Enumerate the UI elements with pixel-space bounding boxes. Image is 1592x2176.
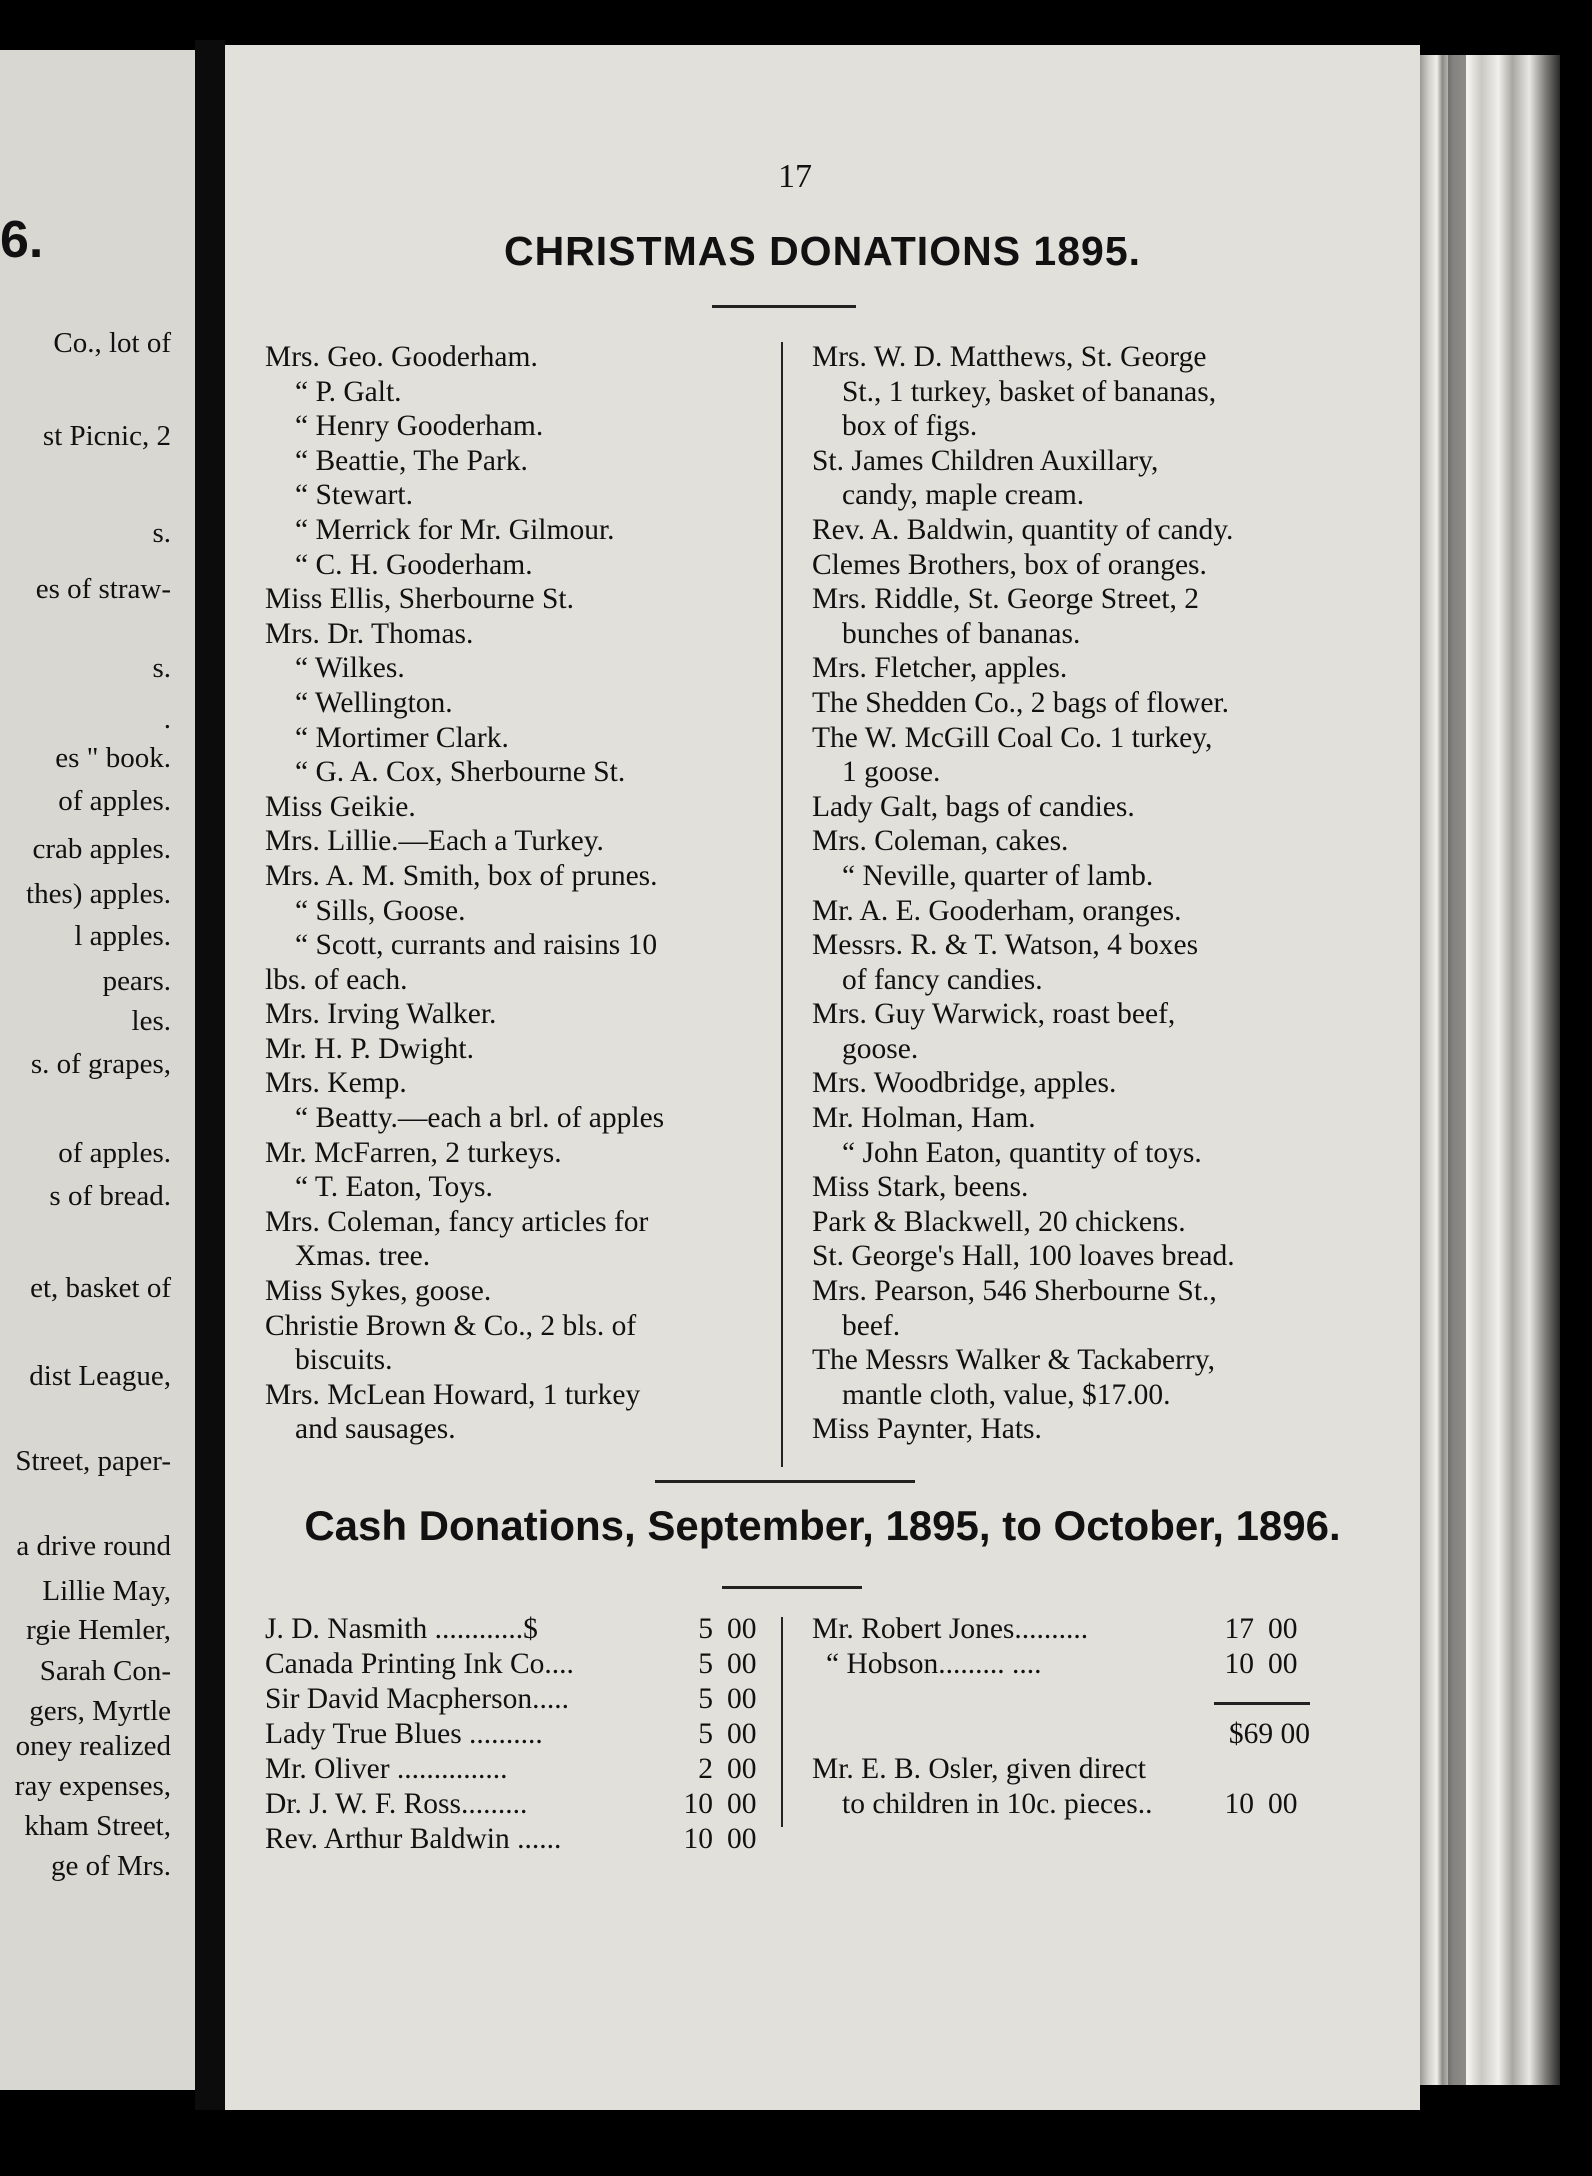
cash-total-value: $69 00 <box>1228 1718 1310 1750</box>
total-rule-row <box>812 1682 1317 1717</box>
donation-entry: Mrs. Pearson, 546 Sherbourne St., <box>812 1275 1217 1308</box>
donation-entry: “ G. A. Cox, Sherbourne St. <box>295 756 626 789</box>
facing-page-line: s of bread. <box>49 1180 171 1212</box>
donor-name: Sir David Macpherson..... <box>265 1683 569 1715</box>
amount-cents: 00 <box>727 1788 757 1820</box>
facing-page-line: of apples. <box>58 785 171 817</box>
osler-line-1: Mr. E. B. Osler, given direct <box>812 1753 1146 1785</box>
facing-page-line: dist League, <box>29 1360 171 1392</box>
donation-entry: “ T. Eaton, Toys. <box>295 1171 493 1204</box>
amount-dollars: 10 <box>1224 1648 1254 1680</box>
donation-entry: lbs. of each. <box>265 963 408 996</box>
osler-entry-cont <box>812 1787 1317 1822</box>
donation-entry: bunches of bananas. <box>842 617 1081 650</box>
donation-entry: Rev. A. Baldwin, quantity of candy. <box>812 513 1234 546</box>
donation-entry: Mrs. A. M. Smith, box of prunes. <box>265 859 658 892</box>
donation-entry: mantle cloth, value, $17.00. <box>842 1378 1171 1411</box>
facing-page-line: crab apples. <box>32 833 171 865</box>
facing-page-line: Street, paper- <box>15 1445 171 1477</box>
donation-entry: “ Henry Gooderham. <box>295 410 544 443</box>
donation-entry: Mrs. McLean Howard, 1 turkey <box>265 1378 641 1411</box>
donation-entry: “ Mortimer Clark. <box>295 721 509 754</box>
amount-dollars: 5 <box>698 1648 713 1680</box>
donation-entry: Miss Geikie. <box>265 790 416 823</box>
donation-entry: beef. <box>842 1309 901 1342</box>
donation-entry: Miss Stark, beens. <box>812 1171 1029 1204</box>
donation-entry: Miss Paynter, Hats. <box>812 1413 1042 1446</box>
donation-entry: Xmas. tree. <box>295 1240 431 1273</box>
donation-entry: “ John Eaton, quantity of toys. <box>842 1136 1202 1169</box>
cash-row <box>265 1612 770 1647</box>
donation-entry: Mrs. Woodbridge, apples. <box>812 1067 1117 1100</box>
donation-entry: “ Beatty.—each a brl. of apples <box>295 1102 665 1135</box>
cash-right-column <box>812 1612 1317 1822</box>
page-number: 17 <box>778 158 812 195</box>
donation-entry: Mrs. Geo. Gooderham. <box>265 341 538 373</box>
cash-row <box>265 1682 770 1717</box>
facing-page-line: ray expenses, <box>14 1770 171 1802</box>
amount-dollars: 10 <box>683 1788 713 1820</box>
donation-entry: Miss Ellis, Sherbourne St. <box>265 583 574 616</box>
donation-entry: Mrs. Irving Walker. <box>265 998 497 1031</box>
facing-page-line: kham Street, <box>24 1810 171 1842</box>
donation-entry: “ Wellington. <box>295 686 453 719</box>
facing-page-line: gers, Myrtle <box>29 1695 171 1727</box>
amount-dollars: 5 <box>698 1718 713 1750</box>
facing-page-line: Sarah Con- <box>39 1655 171 1687</box>
amount-cents: 00 <box>727 1683 757 1715</box>
cash-title-rule <box>722 1586 862 1589</box>
donation-entry: “ Stewart. <box>295 479 413 512</box>
facing-page-line: rgie Hemler, <box>26 1614 171 1646</box>
donation-entry: box of figs. <box>842 410 978 443</box>
donation-entry: Mr. H. P. Dwight. <box>265 1032 474 1065</box>
donation-entry: Mr. A. E. Gooderham, oranges. <box>812 894 1182 927</box>
amount-dollars: 5 <box>698 1683 713 1715</box>
donation-entry: “ P. Galt. <box>295 375 402 408</box>
donation-entry: Christie Brown & Co., 2 bls. of <box>265 1309 637 1342</box>
facing-page-line: les. <box>131 1005 171 1037</box>
cash-row <box>812 1647 1317 1682</box>
facing-page-line: thes) apples. <box>26 878 171 910</box>
donation-entry: Mr. Holman, Ham. <box>812 1102 1036 1135</box>
donation-entry: Mr. McFarren, 2 turkeys. <box>265 1136 562 1169</box>
amount-cents: 00 <box>1268 1648 1298 1680</box>
cash-total <box>812 1717 1317 1752</box>
facing-page-line: s. of grapes, <box>30 1048 171 1080</box>
donation-entry: Clemes Brothers, box of oranges. <box>812 548 1207 581</box>
donation-entry: “ Wilkes. <box>295 652 405 685</box>
cash-row <box>812 1612 1317 1647</box>
donation-entry: The W. McGill Coal Co. 1 turkey, <box>812 721 1213 754</box>
column-divider <box>781 342 783 1467</box>
christmas-donations-title: CHRISTMAS DONATIONS 1895. <box>503 228 1142 274</box>
page-edges <box>1420 55 1560 2085</box>
title-rule <box>712 305 856 308</box>
donation-entry: Lady Galt, bags of candies. <box>812 790 1135 823</box>
donation-entry: St. James Children Auxillary, <box>812 444 1159 477</box>
donation-entry: Mrs. Fletcher, apples. <box>812 652 1068 685</box>
donation-entry: Mrs. Riddle, St. George Street, 2 <box>812 583 1200 616</box>
facing-page-heading: 6. <box>0 211 44 269</box>
osler-line-2: to children in 10c. pieces.. <box>842 1788 1153 1820</box>
osler-cents: 00 <box>1268 1788 1298 1820</box>
donation-entry: Mrs. W. D. Matthews, St. George <box>812 341 1207 373</box>
amount-cents: 00 <box>727 1823 757 1855</box>
donation-entry: “ Sills, Goose. <box>295 894 466 927</box>
donation-entry: The Shedden Co., 2 bags of flower. <box>812 686 1230 719</box>
facing-page-fragment <box>0 50 195 2090</box>
donation-entry: The Messrs Walker & Tackaberry, <box>812 1344 1215 1377</box>
facing-page-line: of apples. <box>58 1137 171 1169</box>
facing-page-line: Co., lot of <box>53 327 171 359</box>
donor-name: Dr. J. W. F. Ross......... <box>265 1788 528 1820</box>
donation-entry: St., 1 turkey, basket of bananas, <box>842 375 1217 408</box>
amount-cents: 00 <box>727 1718 757 1750</box>
facing-page-line: . <box>163 703 171 735</box>
donation-entry: of fancy candies. <box>842 963 1043 996</box>
donation-entry: Park & Blackwell, 20 chickens. <box>812 1205 1186 1238</box>
donation-entry: “ Beattie, The Park. <box>295 444 528 477</box>
amount-dollars: 2 <box>698 1753 713 1785</box>
amount-dollars: 10 <box>683 1823 713 1855</box>
donation-entry: Mrs. Kemp. <box>265 1067 407 1100</box>
amount-cents: 00 <box>727 1648 757 1680</box>
cash-row <box>265 1752 770 1787</box>
facing-page-line: es of straw- <box>35 573 171 605</box>
amount-cents: 00 <box>727 1613 757 1645</box>
donation-entry: candy, maple cream. <box>842 479 1085 512</box>
christmas-left-column <box>265 340 765 1447</box>
facing-page-line: oney realized <box>15 1730 171 1762</box>
donation-entry: “ Neville, quarter of lamb. <box>842 859 1154 892</box>
donation-entry: “ Merrick for Mr. Gilmour. <box>295 513 615 546</box>
donation-entry: biscuits. <box>295 1344 393 1377</box>
donation-entry: Miss Sykes, goose. <box>265 1275 492 1308</box>
cash-donations-title: Cash Donations, September, 1895, to October, 1896. <box>304 1502 1341 1549</box>
amount-dollars: 5 <box>698 1613 713 1645</box>
amount-cents: 00 <box>1268 1613 1298 1645</box>
cash-column-divider <box>781 1617 783 1827</box>
donor-name: “ Hobson......... .... <box>826 1648 1042 1680</box>
osler-entry <box>812 1752 1317 1787</box>
donor-name: Mr. Oliver ............... <box>265 1753 508 1785</box>
donation-entry: Mrs. Lillie.—Each a Turkey. <box>265 825 604 858</box>
donation-entry: “ Scott, currants and raisins 10 <box>295 929 658 962</box>
facing-page-line: Lillie May, <box>42 1575 171 1607</box>
facing-page-line: es " book. <box>55 742 171 774</box>
donation-entry: Mrs. Guy Warwick, roast beef, <box>812 998 1176 1031</box>
facing-page-line: a drive round <box>16 1530 171 1562</box>
cash-row <box>265 1822 770 1857</box>
osler-dollars: 10 <box>1224 1788 1254 1820</box>
donor-name: Canada Printing Ink Co.... <box>265 1648 574 1680</box>
cash-left-column <box>265 1612 770 1857</box>
donor-name: J. D. Nasmith ............$ <box>265 1613 538 1645</box>
cash-row <box>265 1647 770 1682</box>
facing-page-line: s. <box>152 652 171 684</box>
donor-name: Mr. Robert Jones.......... <box>812 1613 1089 1645</box>
facing-page-line: et, basket of <box>30 1272 171 1304</box>
book-gutter <box>195 40 225 2110</box>
donation-entry: Mrs. Coleman, cakes. <box>812 825 1069 858</box>
cash-row <box>265 1717 770 1752</box>
facing-page-line: ge of Mrs. <box>50 1850 171 1882</box>
facing-page-line: s. <box>152 517 171 549</box>
facing-page-line: l apples. <box>74 920 171 952</box>
facing-page-line: st Picnic, 2 <box>42 420 171 452</box>
donation-entry: goose. <box>842 1032 919 1065</box>
facing-page-line: pears. <box>102 965 171 997</box>
donation-entry: Mrs. Coleman, fancy articles for <box>265 1205 649 1238</box>
cash-row <box>265 1787 770 1822</box>
donation-entry: and sausages. <box>295 1413 456 1446</box>
section-rule <box>655 1480 915 1483</box>
donation-entry: Mrs. Dr. Thomas. <box>265 617 474 650</box>
donation-entry: St. George's Hall, 100 loaves bread. <box>812 1240 1235 1273</box>
amount-cents: 00 <box>727 1753 757 1785</box>
donation-entry: “ C. H. Gooderham. <box>295 548 533 581</box>
donation-entry: 1 goose. <box>842 756 941 789</box>
christmas-right-column <box>812 340 1317 1447</box>
amount-dollars: 17 <box>1224 1613 1254 1645</box>
donation-entry: Messrs. R. & T. Watson, 4 boxes <box>812 929 1199 962</box>
donor-name: Rev. Arthur Baldwin ...... <box>265 1823 562 1855</box>
donor-name: Lady True Blues .......... <box>265 1718 543 1750</box>
